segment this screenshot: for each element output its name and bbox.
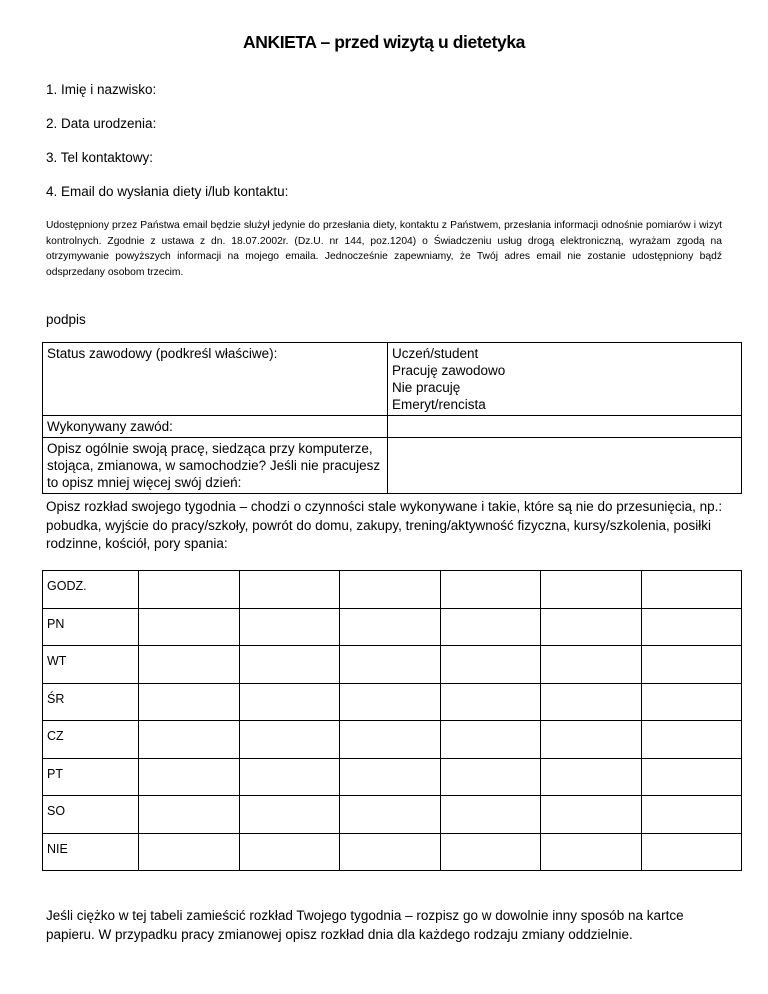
- work-description-label: Opisz ogólnie swoją pracę, siedząca przy komputerze, stojąca, zmianowa, w samochodzie? Jeśli nie pracujesz to opisz mniej więcej swój dzień:: [47, 441, 381, 490]
- status-option[interactable]: Pracuję zawodowo: [392, 363, 506, 378]
- week-cell[interactable]: [139, 758, 240, 796]
- week-row: [43, 721, 742, 759]
- week-cell[interactable]: [139, 571, 240, 609]
- week-cell[interactable]: [340, 721, 441, 759]
- week-row: [43, 833, 742, 871]
- occupation-label: Wykonywany zawód:: [47, 419, 173, 434]
- week-cell[interactable]: [239, 758, 340, 796]
- week-cell[interactable]: [239, 646, 340, 684]
- week-schedule-table: [42, 570, 742, 871]
- schedule-instructions: Opisz rozkład swojego tygodnia – chodzi o czynności stale wykonywane i takie, które są nie do przesunięcia, np.: pobudka, wyjście do pracy/szkoły, powrót do domu, zakupy, trening/aktywność fizyczna, kursy/szkolenia, posiłki rodzinne, kościół, pory spania:: [46, 499, 723, 551]
- week-cell[interactable]: [541, 796, 642, 834]
- week-cell[interactable]: [440, 796, 541, 834]
- week-cell[interactable]: [440, 608, 541, 646]
- week-cell[interactable]: [139, 608, 240, 646]
- week-cell[interactable]: [139, 646, 240, 684]
- week-cell[interactable]: [239, 683, 340, 721]
- week-cell[interactable]: [239, 833, 340, 871]
- week-row-label: GODZ.: [43, 571, 139, 609]
- field-birthdate-label: 2. Data urodzenia:: [46, 116, 157, 131]
- work-description-label-cell: [43, 438, 388, 494]
- week-cell[interactable]: [541, 571, 642, 609]
- week-cell[interactable]: [340, 833, 441, 871]
- week-cell[interactable]: [641, 721, 742, 759]
- week-row-label: NIE: [43, 833, 139, 871]
- week-cell[interactable]: [641, 646, 742, 684]
- week-cell[interactable]: [340, 758, 441, 796]
- week-row: [43, 796, 742, 834]
- week-row-label: PN: [43, 608, 139, 646]
- occupation-row: [43, 416, 742, 438]
- week-cell[interactable]: [440, 758, 541, 796]
- status-option[interactable]: Emeryt/rencista: [392, 397, 486, 412]
- week-cell[interactable]: [541, 833, 642, 871]
- week-cell[interactable]: [139, 683, 240, 721]
- status-option[interactable]: Nie pracuję: [392, 380, 461, 395]
- field-email-label: 4. Email do wysłania diety i/lub kontaktu:: [46, 184, 289, 199]
- week-cell[interactable]: [641, 796, 742, 834]
- week-row: [43, 571, 742, 609]
- page-title: ANKIETA – przed wizytą u dietetyka: [242, 32, 526, 52]
- week-row-label: WT: [43, 646, 139, 684]
- week-row: [43, 758, 742, 796]
- occupation-input-cell[interactable]: [388, 416, 742, 438]
- status-row: [43, 343, 742, 416]
- week-row: [43, 608, 742, 646]
- week-cell[interactable]: [541, 683, 642, 721]
- week-cell[interactable]: [340, 571, 441, 609]
- status-label-cell: [43, 343, 388, 416]
- week-cell[interactable]: [440, 721, 541, 759]
- week-cell[interactable]: [340, 796, 441, 834]
- week-cell[interactable]: [440, 571, 541, 609]
- week-cell[interactable]: [541, 608, 642, 646]
- status-option[interactable]: Uczeń/student: [392, 346, 479, 361]
- week-cell[interactable]: [440, 646, 541, 684]
- week-cell[interactable]: [239, 721, 340, 759]
- status-table: [42, 342, 742, 494]
- week-cell[interactable]: [139, 796, 240, 834]
- week-cell[interactable]: [239, 571, 340, 609]
- week-cell[interactable]: [641, 571, 742, 609]
- week-row-label: PT: [43, 758, 139, 796]
- status-label: Status zawodowy (podkreśl właściwe):: [47, 346, 278, 361]
- week-cell[interactable]: [641, 683, 742, 721]
- occupation-label-cell: [43, 416, 388, 438]
- week-cell[interactable]: [440, 833, 541, 871]
- week-row-label: SO: [43, 796, 139, 834]
- week-cell[interactable]: [541, 758, 642, 796]
- week-cell[interactable]: [139, 721, 240, 759]
- week-cell[interactable]: [641, 758, 742, 796]
- week-cell[interactable]: [641, 833, 742, 871]
- week-cell[interactable]: [440, 683, 541, 721]
- week-cell[interactable]: [541, 646, 642, 684]
- week-cell[interactable]: [340, 683, 441, 721]
- week-cell[interactable]: [641, 608, 742, 646]
- week-cell[interactable]: [340, 608, 441, 646]
- week-cell[interactable]: [340, 646, 441, 684]
- field-name-label: 1. Imię i nazwisko:: [46, 82, 157, 97]
- week-cell[interactable]: [239, 796, 340, 834]
- week-row: [43, 646, 742, 684]
- work-description-input-cell[interactable]: [388, 438, 742, 494]
- week-row: [43, 683, 742, 721]
- week-row-label: CZ: [43, 721, 139, 759]
- week-cell[interactable]: [541, 721, 642, 759]
- signature-label: podpis: [46, 312, 86, 327]
- week-cell[interactable]: [239, 608, 340, 646]
- status-options-cell: [388, 343, 742, 416]
- footer-note: Jeśli ciężko w tej tabeli zamieścić rozkład Twojego tygodnia – rozpisz go w dowolnie inny sposób na kartce papieru. W przypadku pracy zmianowej opisz rozkład dnia dla każdego rodzaju zmiany oddzielnie.: [46, 908, 684, 942]
- work-description-row: [43, 438, 742, 494]
- week-cell[interactable]: [139, 833, 240, 871]
- week-row-label: ŚR: [43, 683, 139, 721]
- field-phone-label: 3. Tel kontaktowy:: [46, 150, 154, 165]
- privacy-notice: Udostępniony przez Państwa email będzie służył jedynie do przesłania diety, kontaktu z Państwem, przesłania informacji odnośnie pomiarów i wizyt kontrolnych. Zgodnie z ustawa z dn. 18.07.2002r. (Dz.U. nr 144, poz.1204) o Świadczeniu usług drogą elektroniczną, wyrażam zgodą na otrzymywanie powyższych informacji na mojego emaila. Jednocześnie zapewniamy, że Twój adres email nie zostanie udostępniony bądź odsprzedany osobom trzecim.: [46, 220, 722, 278]
